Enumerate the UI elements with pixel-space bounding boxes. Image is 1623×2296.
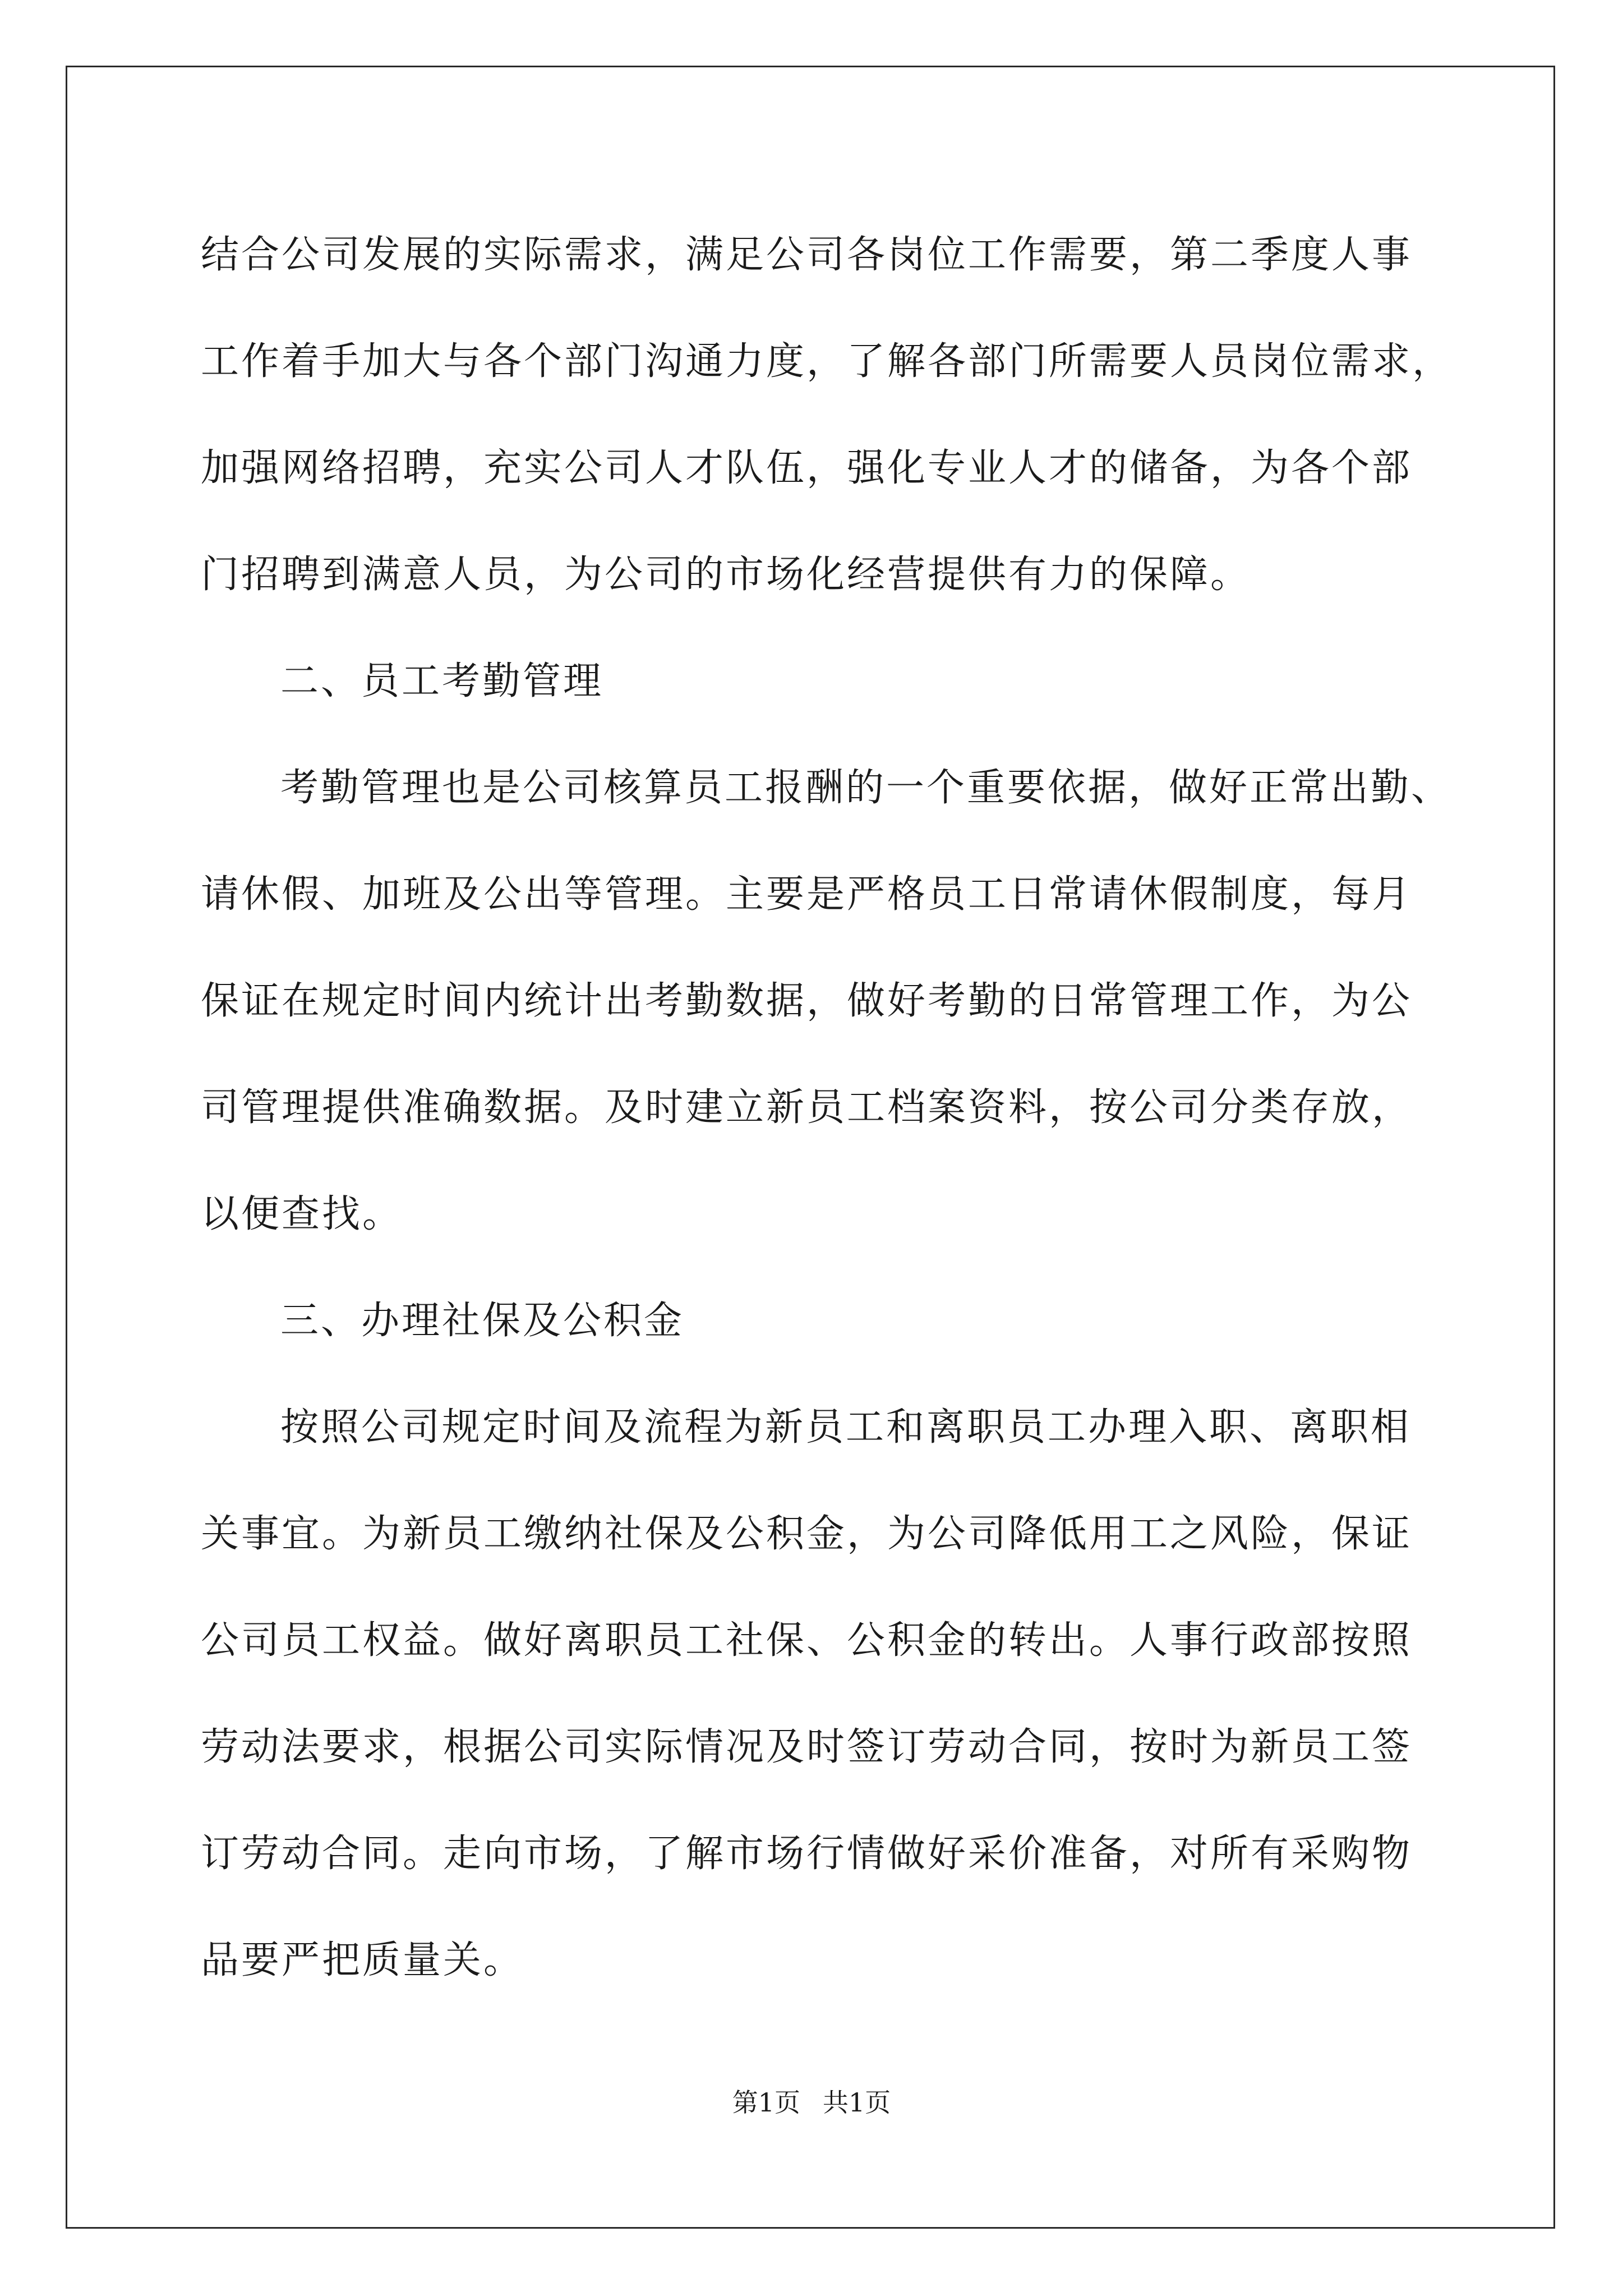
paragraph-line: 工作着手加大与各个部门沟通力度，了解各部门所需要人员岗位需求， [201, 339, 1453, 384]
paragraph-line: 加强网络招聘，充实公司人才队伍，强化专业人才的储备，为各个部 [201, 446, 1413, 490]
page-number-current: 第1页 [732, 2087, 800, 2118]
paragraph-line: 保证在规定时间内统计出考勤数据，做好考勤的日常管理工作，为公 [201, 979, 1413, 1023]
paragraph-line: 关事宜。为新员工缴纳社保及公积金，为公司降低用工之风险，保证 [201, 1512, 1413, 1556]
paragraph-line: 订劳动合同。走向市场，了解市场行情做好采价准备，对所有采购物 [201, 1832, 1413, 1876]
paragraph-line: 请休假、加班及公出等管理。主要是严格员工日常请休假制度，每月 [201, 872, 1413, 917]
paragraph-line: 劳动法要求，根据公司实际情况及时签订劳动合同，按时为新员工签 [201, 1725, 1413, 1769]
document-body [201, 202, 1453, 2014]
paragraph-line: 以便查找。 [201, 1192, 403, 1236]
paragraph-line: 品要严把质量关。 [201, 1938, 524, 1982]
paragraph-line: 司管理提供准确数据。及时建立新员工档案资料，按公司分类存放， [201, 1085, 1413, 1130]
page-footer [0, 2086, 1623, 2119]
paragraph-line: 门招聘到满意人员，为公司的市场化经营提供有力的保障。 [201, 553, 1251, 597]
paragraph-line: 结合公司发展的实际需求，满足公司各岗位工作需要，第二季度人事 [201, 233, 1413, 277]
section-heading: 二、员工考勤管理 [280, 659, 604, 703]
section-heading: 三、办理社保及公积金 [280, 1299, 685, 1343]
paragraph-line: 考勤管理也是公司核算员工报酬的一个重要依据，做好正常出勤、 [280, 766, 1452, 810]
page-number-total: 共1页 [823, 2087, 891, 2118]
paragraph-line: 公司员工权益。做好离职员工社保、公积金的转出。人事行政部按照 [201, 1618, 1413, 1663]
paragraph-line: 按照公司规定时间及流程为新员工和离职员工办理入职、离职相 [280, 1405, 1412, 1450]
